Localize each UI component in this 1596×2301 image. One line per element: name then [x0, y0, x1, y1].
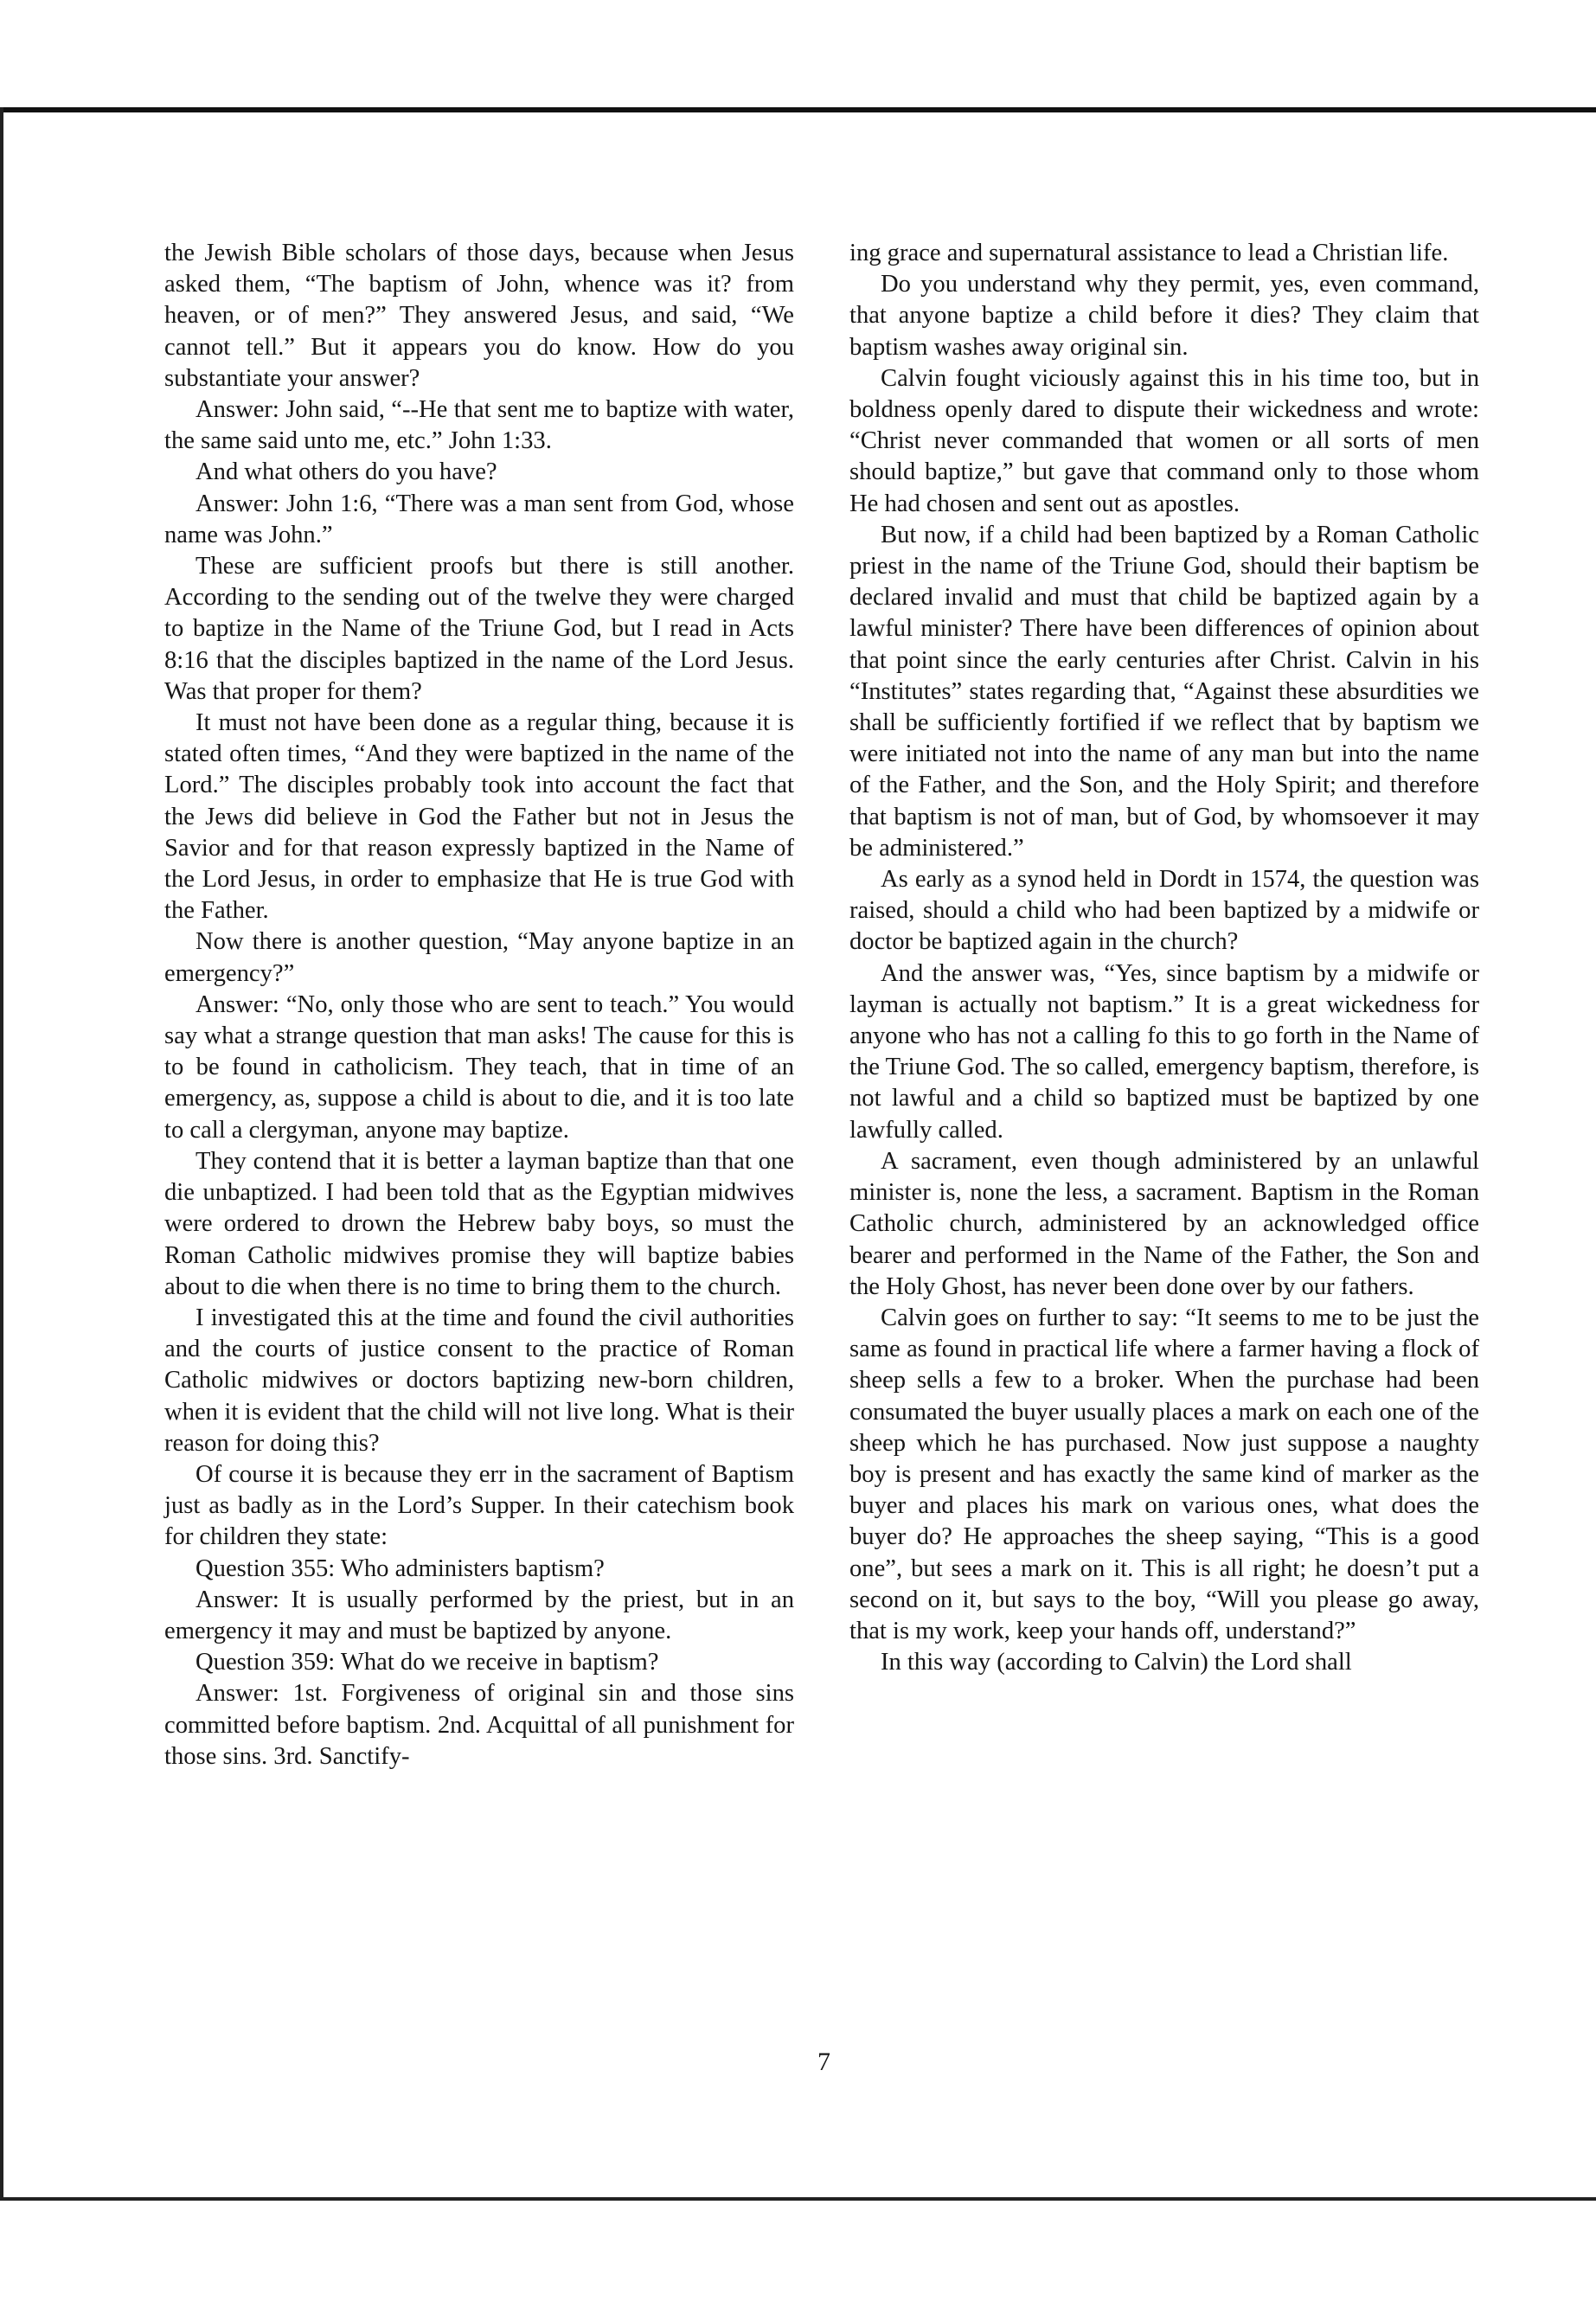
- paragraph: In this way (according to Calvin) the Lord shall: [881, 1649, 1352, 1676]
- paragraph: Question 355: Who administers baptism?: [195, 1554, 605, 1582]
- paragraph: They contend that it is better a layman baptize than that one die unbaptized. I had been told that as the Egyptian midwives were ordered to drown the Hebrew baby boys, so must the Roman Catholic midwives promise they will baptize babies about to die when there is no time to bring them to the church.: [164, 1147, 794, 1300]
- page-content: [164, 238, 1484, 2089]
- paragraph: Question 359: What do we receive in baptism?: [195, 1649, 659, 1676]
- paragraph: the Jewish Bible scholars of those days, because when Jesus asked them, “The baptism of John, whence was it? from heaven, or of men?” They answered Jesus, and said, “We cannot tell.” But it appears you do know. How do you substantiate your answer?: [164, 240, 794, 392]
- left-column: [164, 238, 794, 1772]
- paragraph: Now there is another question, “May anyone baptize in an emergency?”: [164, 928, 794, 987]
- paragraph: A sacrament, even though administered by an unlawful minister is, none the less, a sacrament. Baptism in the Roman Catholic church, administered by an acknowledged office bearer and performed in the Name of the Father, the Son and the Holy Ghost, has never been done over by our fathers.: [849, 1147, 1479, 1300]
- bottom-border-line: [0, 2197, 1596, 2201]
- paragraph: Answer: It is usually performed by the priest, but in an emergency it may and must be baptized by anyone.: [164, 1586, 794, 1644]
- top-border-line: [0, 107, 1596, 112]
- paragraph: But now, if a child had been baptized by a Roman Catholic priest in the name of the Triune God, should their baptism be declared invalid and must that child be baptized again by a lawful minister? There have been differences of opinion about that point since the early centuries after Christ. Calvin in his “Institutes” states regarding that, “Against these absurdities we shall be sufficiently fortified if we reflect that by baptism we were initiated not into the name of any man but into the name of the Father, and the Son, and the Holy Spirit; and therefore that baptism is not of man, but of God, by whomsoever it may be administered.”: [849, 521, 1479, 862]
- paragraph: Calvin fought viciously against this in his time too, but in boldness openly dared to dispute their wickedness and wrote: “Christ never commanded that women or all sorts of men should baptize,” but gave that command only to those whom He had chosen and sent out as apostles.: [849, 364, 1479, 517]
- paragraph: Do you understand why they permit, yes, even command, that anyone baptize a child before it dies? They claim that baptism washes away original sin.: [849, 271, 1479, 361]
- paragraph: And the answer was, “Yes, since baptism by a midwife or layman is actually not baptism.” It is a great wickedness for anyone who has not a calling fo this to go forth in the Name of the Triune God. The so called, emergency baptism, therefore, is not lawful and a child so baptized must be baptized by one lawfully called.: [849, 959, 1479, 1144]
- left-border-line: [0, 107, 3, 2201]
- paragraph: As early as a synod held in Dordt in 1574, the question was raised, should a child who had been baptized by a midwife or doctor be baptized again in the church?: [849, 866, 1479, 956]
- paragraph: Of course it is because they err in the sacrament of Baptism just as badly as in the Lord’s Supper. In their catechism book for children they state:: [164, 1460, 794, 1551]
- paragraph: Answer: John 1:6, “There was a man sent from God, whose name was John.”: [164, 490, 794, 548]
- paragraph: It must not have been done as a regular thing, because it is stated often times, “And they were baptized in the name of the Lord.” The disciples probably took into account the fact that the Jews did believe in God the Father but not in Jesus the Savior and for that reason expressly baptized in the Name of the Lord Jesus, in order to emphasize that He is true God with the Father.: [164, 709, 794, 925]
- paragraph: I investigated this at the time and found the civil authorities and the courts of justice consent to the practice of Roman Catholic midwives or doctors baptizing new-born children, when it is evident that the child will not live long. What is their reason for doing this?: [164, 1304, 794, 1457]
- page-number: 7: [817, 2048, 830, 2076]
- paragraph: Answer: 1st. Forgiveness of original sin and those sins committed before baptism. 2nd. Acquittal of all punishment for those sins. 3rd. Sanctify-: [164, 1680, 794, 1770]
- paragraph: Calvin goes on further to say: “It seems to me to be just the same as found in practical life where a farmer having a flock of sheep sells a few to a broker. When the purchase had been consumated the buyer usually places a mark on each one of the sheep which he has purchased. Now just suppose a naughty boy is present and has exactly the same kind of marker as the buyer and places his mark on various ones, what does the buyer do? He approaches the sheep saying, “This is a good one”, but sees a mark on it. This is all right; he doesn’t put a second on it, but says to the boy, “Will you please go away, that is my work, keep your hands off, understand?”: [849, 1304, 1479, 1644]
- paragraph: These are sufficient proofs but there is still another. According to the sending out of the twelve they were charged to baptize in the Name of the Triune God, but I read in Acts 8:16 that the disciples baptized in the name of the Lord Jesus. Was that proper for them?: [164, 553, 794, 705]
- paragraph: Answer: “No, only those who are sent to teach.” You would say what a strange question that man asks! The cause for this is to be found in catholicism. They teach, that in time of an emergency, as, suppose a child is about to die, and it is too late to call a clergyman, anyone may baptize.: [164, 990, 794, 1144]
- paragraph: And what others do you have?: [195, 458, 497, 486]
- paragraph: ing grace and supernatural assistance to lead a Christian life.: [849, 240, 1449, 266]
- paragraph: Answer: John said, “--He that sent me to baptize with water, the same said unto me, etc.” John 1:33.: [164, 396, 794, 455]
- right-column: [849, 238, 1479, 1678]
